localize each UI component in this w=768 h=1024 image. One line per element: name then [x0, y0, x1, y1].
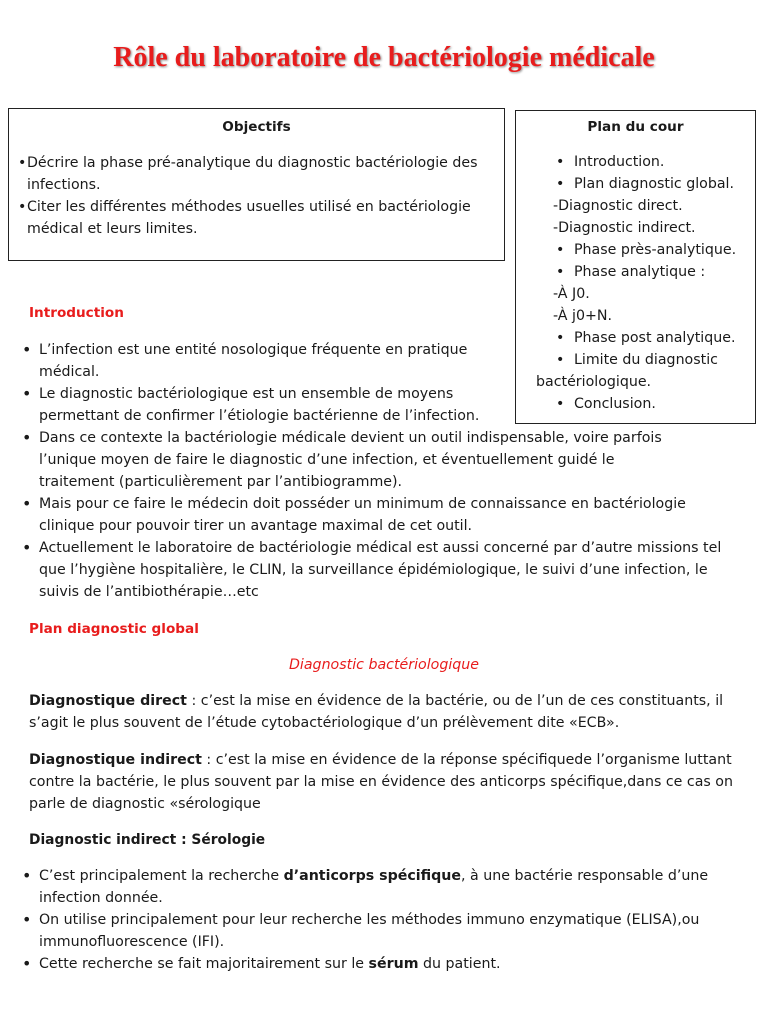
introduction-list [22, 339, 742, 603]
page-title: Rôle du laboratoire de bactériologie médicale [113, 42, 655, 73]
serologie-list [22, 865, 722, 975]
introduction-heading: Introduction [29, 305, 124, 321]
objectifs-heading: Objectifs [222, 119, 291, 135]
list-item: -Diagnostic indirect. [553, 220, 696, 236]
serologie-item3-post: du patient. [418, 956, 501, 972]
objectifs-box [8, 108, 505, 261]
list-item: • Conclusion. [516, 393, 755, 415]
list-item: • Citer les différentes méthodes usuelles utilisé en bactériologie médical et leurs limites. [27, 196, 496, 240]
list-item: • L’infection est une entité nosologique fréquente en pratique médical. [22, 339, 501, 383]
list-item: -Diagnostic direct. [553, 198, 683, 214]
indirect-label: Diagnostique indirect [29, 752, 202, 768]
list-item: • Le diagnostic bactériologique est un ensemble de moyens permettant de confirmer l’étiologie bactérienne de l’infection. [22, 383, 501, 427]
list-item: bactériologique. [536, 374, 652, 390]
list-item: -À j0+N. [553, 308, 613, 324]
objectifs-list [9, 152, 504, 240]
indirect-paragraph [29, 749, 734, 815]
plan-heading: Plan du cour [587, 119, 684, 135]
diagnostic-subheading: Diagnostic bactériologique [289, 657, 479, 673]
plan-global-heading: Plan diagnostic global [29, 621, 199, 637]
list-item: • Introduction. [516, 151, 755, 173]
serologie-item1-post: , à une bactérie responsable d’une infection donnée. [39, 868, 709, 906]
serologie-item3-pre: Cette recherche se fait majoritairement sur le [39, 956, 369, 972]
list-item: • On utilise principalement pour leur recherche les méthodes immuno enzymatique (ELISA),ou immunofluorescence (IFI). [22, 909, 722, 953]
list-item: • Plan diagnostic global. [516, 173, 755, 195]
serologie-item1-bold: d’anticorps spécifique [283, 868, 462, 884]
list-item: • Mais pour ce faire le médecin doit posséder un minimum de connaissance en bactériologie clinique pour pouvoir tirer un avantage maximal de cet outil. [22, 493, 739, 537]
direct-paragraph [29, 690, 734, 734]
indirect-text: : c’est la mise en évidence de la réponse spécifiquede l’organisme luttant contre la bactérie, le plus souvent par la mise en évidence des anticorps spécifique,dans ce cas on parle de diagnostic «sérologique [29, 752, 733, 812]
serologie-heading: Diagnostic indirect : Sérologie [29, 832, 266, 848]
list-item [22, 953, 722, 975]
list-item: • Dans ce contexte la bactériologie médicale devient un outil indispensable, voire parfois l’unique moyen de faire le diagnostic d’une infection, et éventuellement guidé le traitement (particulièrement par l’antibiogramme). [22, 427, 679, 493]
list-item: • Décrire la phase pré-analytique du diagnostic bactériologie des infections. [27, 152, 496, 196]
list-item: • Phase près-analytique. [516, 239, 755, 261]
list-item [22, 865, 722, 909]
direct-label: Diagnostique direct [29, 693, 187, 709]
list-item: • Phase analytique : [516, 261, 755, 283]
list-item: • Limite du diagnostic [516, 349, 755, 371]
direct-text: : c’est la mise en évidence de la bactérie, ou de l’un de ces constituants, il s’agit le plus souvent de l’étude cytobactériologique d’un prélèvement dite «ECB». [29, 693, 724, 731]
serologie-item1-pre: C’est principalement la recherche [39, 868, 284, 884]
list-item: • Actuellement le laboratoire de bactériologie médical est aussi concerné par d’autre missions tel que l’hygiène hospitalière, le CLIN, la surveillance épidémiologique, le suivi d’une infection, le suivis de l’antibiothérapie…etc [22, 537, 739, 603]
serologie-item3-bold: sérum [368, 956, 419, 972]
list-item: -À J0. [553, 286, 590, 302]
list-item: • Phase post analytique. [516, 327, 755, 349]
